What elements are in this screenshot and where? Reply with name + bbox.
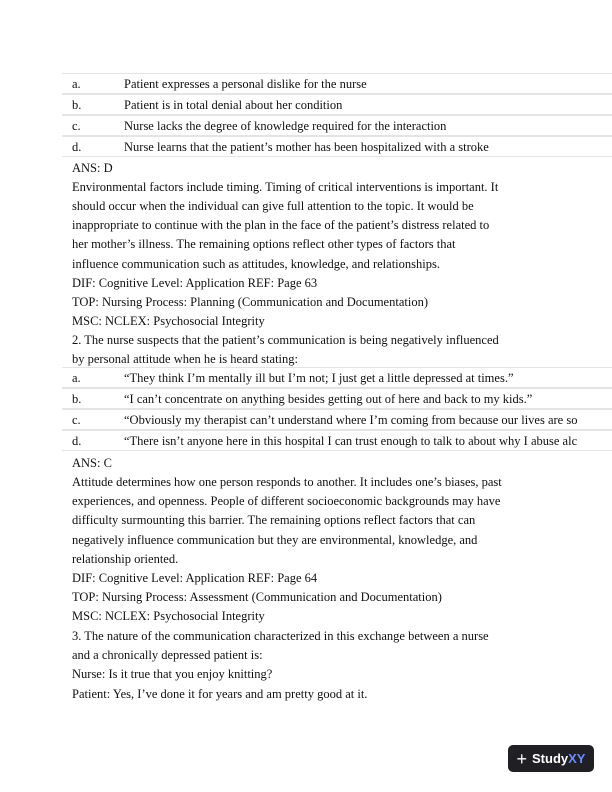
q1-option-c — [62, 115, 612, 136]
q1-rationale-line: influence communication such as attitudes, knowledge, and relationships. — [72, 257, 440, 271]
brand-main: Study — [532, 751, 569, 766]
option-letter: c. — [72, 119, 81, 133]
q1-rationale-line: Environmental factors include timing. Timing of critical interventions is important. It — [72, 180, 499, 194]
option-letter: b. — [72, 392, 82, 406]
q1-msc: MSC: NCLEX: Psychosocial Integrity — [72, 314, 265, 328]
q1-answer: ANS: D — [72, 161, 113, 175]
q2-stem-line: by personal attitude when he is heard stating: — [72, 352, 298, 366]
q2-rationale-line: Attitude determines how one person responds to another. It includes one’s biases, past — [72, 475, 502, 489]
option-letter: d. — [72, 140, 82, 154]
q2-option-a — [62, 367, 612, 388]
option-text: Patient expresses a personal dislike for the nurse — [124, 77, 367, 91]
q2-dif: DIF: Cognitive Level: Application REF: Page 64 — [72, 571, 318, 585]
q3-stem-line: 3. The nature of the communication characterized in this exchange between a nurse — [72, 629, 489, 643]
q2-option-c — [62, 409, 612, 430]
option-text: “I can’t concentrate on anything besides getting out of here and back to my kids.” — [124, 392, 533, 406]
option-letter: b. — [72, 98, 82, 112]
q1-option-b — [62, 94, 612, 115]
q3-stem-line: and a chronically depressed patient is: — [72, 648, 263, 662]
q2-rationale-line: experiences, and openness. People of different socioeconomic backgrounds may have — [72, 494, 501, 508]
q2-option-d — [62, 430, 612, 451]
option-text: Nurse learns that the patient’s mother has been hospitalized with a stroke — [124, 140, 489, 154]
q1-rationale-line: should occur when the individual can give full attention to the topic. It would be — [72, 199, 474, 213]
option-text: “They think I’m mentally ill but I’m not; I just get a little depressed at times.” — [124, 371, 514, 385]
q2-rationale-line: difficulty surmounting this barrier. The remaining options reflect factors that can — [72, 513, 476, 527]
option-text: “There isn’t anyone here in this hospital I can trust enough to talk to about why I abuse alc — [124, 434, 578, 448]
q2-stem-line: 2. The nurse suspects that the patient’s communication is being negatively influenced — [72, 333, 499, 347]
q1-dif: DIF: Cognitive Level: Application REF: Page 63 — [72, 276, 318, 290]
q2-option-b — [62, 388, 612, 409]
brand-accent: XY — [568, 751, 586, 766]
option-letter: a. — [72, 371, 81, 385]
q3-stem-line: Patient: Yes, I’ve done it for years and am pretty good at it. — [72, 687, 368, 701]
q2-answer: ANS: C — [72, 456, 112, 470]
q2-msc: MSC: NCLEX: Psychosocial Integrity — [72, 609, 265, 623]
option-text: Nurse lacks the degree of knowledge required for the interaction — [124, 119, 447, 133]
q1-option-d — [62, 136, 612, 157]
option-letter: c. — [72, 413, 81, 427]
plus-icon: + — [516, 748, 528, 769]
option-text: “Obviously my therapist can’t understand where I’m coming from because our lives are so — [124, 413, 578, 427]
option-letter: a. — [72, 77, 81, 91]
q1-rationale-line: inappropriate to continue with the plan in the face of the patient’s distress related to — [72, 218, 490, 232]
q2-topic: TOP: Nursing Process: Assessment (Communication and Documentation) — [72, 590, 442, 604]
q1-rationale-line: her mother’s illness. The remaining options reflect other types of factors that — [72, 237, 456, 251]
q3-stem-line: Nurse: Is it true that you enjoy knitting? — [72, 667, 273, 681]
option-text: Patient is in total denial about her condition — [124, 98, 343, 112]
studyxy-badge[interactable] — [508, 745, 594, 772]
option-letter: d. — [72, 434, 82, 448]
q1-topic: TOP: Nursing Process: Planning (Communication and Documentation) — [72, 295, 428, 309]
q1-option-a — [62, 73, 612, 94]
q2-rationale-line: negatively influence communication but they are environmental, knowledge, and — [72, 533, 478, 547]
q2-rationale-line: relationship oriented. — [72, 552, 179, 566]
